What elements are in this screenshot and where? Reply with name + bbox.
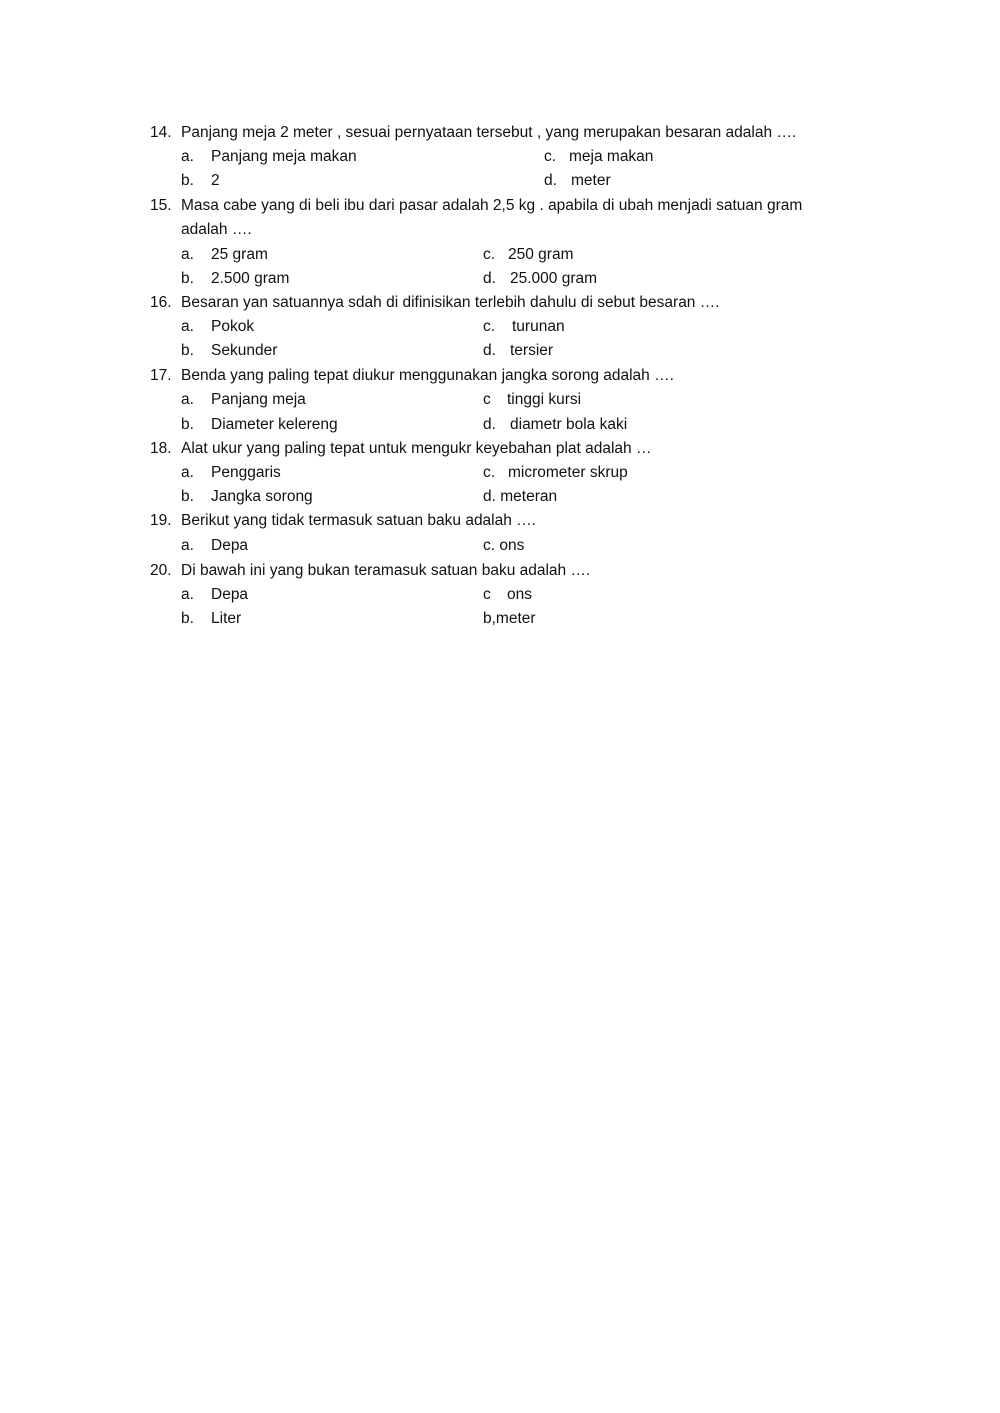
- question-number: 15.: [150, 197, 172, 214]
- option-letter: a.: [181, 464, 194, 481]
- question-number: 16.: [150, 294, 172, 311]
- option-letter: a.: [181, 537, 194, 554]
- question-number: 20.: [150, 562, 172, 579]
- option-letter: c: [483, 586, 491, 603]
- option-text: Pokok: [211, 318, 255, 335]
- option-text: d. meteran: [483, 488, 558, 505]
- question-text: Masa cabe yang di beli ibu dari pasar adalah 2,5 kg . apabila di ubah menjadi satuan gram: [181, 197, 803, 214]
- option-text: tinggi kursi: [507, 391, 582, 408]
- option-text: 2: [211, 172, 220, 189]
- question-number: 17.: [150, 367, 172, 384]
- question-number: 14.: [150, 124, 172, 141]
- option-letter: b.: [181, 610, 194, 627]
- option-letter: c: [483, 391, 491, 408]
- option-letter: a.: [181, 148, 194, 165]
- option-letter: d.: [483, 416, 496, 433]
- option-text: b,meter: [483, 610, 536, 627]
- option-text: Depa: [211, 537, 249, 554]
- option-text: meja makan: [569, 148, 654, 165]
- option-letter: b.: [181, 270, 194, 287]
- option-text: 250 gram: [508, 246, 574, 263]
- option-letter: d.: [483, 342, 496, 359]
- question-text: Benda yang paling tepat diukur menggunakan jangka sorong adalah ….: [181, 367, 674, 384]
- option-text: Panjang meja: [211, 391, 306, 408]
- option-text: diametr bola kaki: [510, 416, 628, 433]
- option-letter: b.: [181, 342, 194, 359]
- question-text: Panjang meja 2 meter , sesuai pernyataan tersebut , yang merupakan besaran adalah ….: [181, 124, 797, 141]
- option-text: Sekunder: [211, 342, 278, 359]
- option-text: 2.500 gram: [211, 270, 290, 287]
- question-text: Di bawah ini yang bukan teramasuk satuan baku adalah ….: [181, 562, 591, 579]
- option-text: ons: [507, 586, 532, 603]
- question-text-continued: adalah ….: [181, 221, 252, 238]
- question-text: Besaran yan satuannya sdah di difinisikan terlebih dahulu di sebut besaran ….: [181, 294, 720, 311]
- option-text: Panjang meja makan: [211, 148, 357, 165]
- option-text: micrometer skrup: [508, 464, 628, 481]
- option-letter: c.: [483, 246, 496, 263]
- option-text: meter: [571, 172, 611, 189]
- option-letter: d.: [483, 270, 496, 287]
- option-text: Diameter kelereng: [211, 416, 338, 433]
- option-letter: c.: [544, 148, 557, 165]
- option-text: tersier: [510, 342, 554, 359]
- question-number: 19.: [150, 512, 172, 529]
- option-text: Liter: [211, 610, 242, 627]
- option-text: Depa: [211, 586, 249, 603]
- option-letter: c.: [483, 464, 496, 481]
- option-text: turunan: [512, 318, 565, 335]
- option-letter: a.: [181, 318, 194, 335]
- option-letter: a.: [181, 391, 194, 408]
- option-letter: a.: [181, 246, 194, 263]
- option-text: c. ons: [483, 537, 525, 554]
- option-letter: b.: [181, 488, 194, 505]
- option-text: Jangka sorong: [211, 488, 313, 505]
- option-letter: d.: [544, 172, 557, 189]
- question-number: 18.: [150, 440, 172, 457]
- option-text: 25 gram: [211, 246, 268, 263]
- option-text: Penggaris: [211, 464, 281, 481]
- question-text: Berikut yang tidak termasuk satuan baku adalah ….: [181, 512, 536, 529]
- option-letter: c.: [483, 318, 496, 335]
- option-letter: b.: [181, 172, 194, 189]
- option-letter: b.: [181, 416, 194, 433]
- question-text: Alat ukur yang paling tepat untuk mengukr keyebahan plat adalah …: [181, 440, 652, 457]
- option-letter: a.: [181, 586, 194, 603]
- option-text: 25.000 gram: [510, 270, 598, 287]
